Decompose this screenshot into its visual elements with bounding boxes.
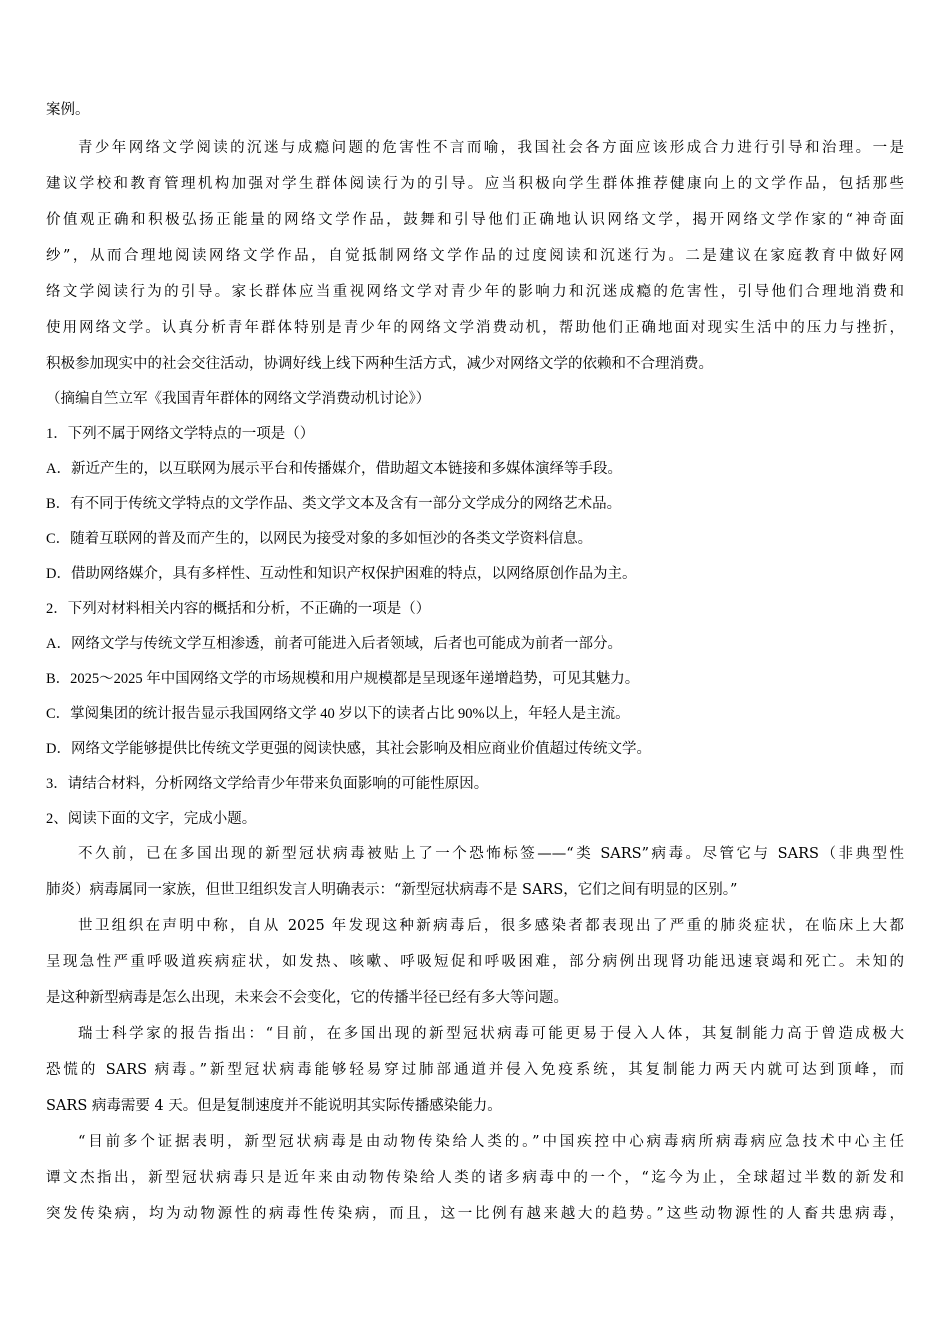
- question-1: [46, 422, 904, 586]
- question-stem: 2．下列对材料相关内容的概括和分析，不正确的一项是（）: [46, 601, 431, 617]
- option-a: A．网络文学与传统文学互相渗透，前者可能进入后者领域，后者也可能成为前者一部分。: [46, 636, 622, 652]
- passage-line: 谭文杰指出，新型冠状病毒只是近年来由动物传染给人类的诸多病毒中的一个，“迄今为止，全球超过半数的新发和: [46, 1170, 904, 1186]
- passage-line: 不久前，已在多国出现的新型冠状病毒被贴上了一个恐怖标签——“类 SARS”病毒。尽管它与 SARS（非典型性: [78, 846, 904, 862]
- passage-line: 呈现急性严重呼吸道疾病症状，如发热、咳嗽、呼吸短促和呼吸困难，部分病例出现肾功能迅速衰竭和死亡。未知的: [46, 954, 904, 970]
- passage-line: 恐慌的 SARS 病毒。”新型冠状病毒能够轻易穿过肺部通道并侵入免疫系统，其复制能力两天内就可达到顶峰，而: [46, 1062, 904, 1078]
- question-3: [46, 772, 904, 796]
- passage-line: 是这种新型病毒是怎么出现，未来会不会变化，它的传播半径已经有多大等问题。: [46, 990, 568, 1006]
- passage-line: 瑞士科学家的报告指出：“目前，在多国出现的新型冠状病毒可能更易于侵入人体，其复制能力高于曾造成极大: [78, 1026, 904, 1042]
- option-d: D．网络文学能够提供比传统文学更强的阅读快感，其社会影响及相应商业价值超过传统文学。: [46, 741, 651, 757]
- passage-paragraph: [46, 1130, 904, 1226]
- essay-line: 积极参加现实中的社会交往活动，协调好线上线下两种生活方式，减少对网络文学的依赖和不合理消费。: [46, 356, 713, 372]
- essay-line: 青少年网络文学阅读的沉迷与成瘾问题的危害性不言而喻，我国社会各方面应该形成合力进行引导和治理。一是: [78, 140, 904, 156]
- question-stem: 3．请结合材料，分析网络文学给青少年带来负面影响的可能性原因。: [46, 776, 489, 792]
- question-2: [46, 597, 904, 761]
- document-page: [46, 98, 904, 1226]
- intro-tail: 案例。: [46, 102, 90, 118]
- question-stem: 1．下列不属于网络文学特点的一项是（）: [46, 426, 315, 442]
- essay-line: 价值观正确和积极弘扬正能量的网络文学作品，鼓舞和引导他们正确地认识网络文学，揭开网络文学作家的“神奇面: [46, 212, 904, 228]
- passage-line: 世卫组织在声明中称，自从 2025 年发现这种新病毒后，很多感染者都表现出了严重的肺炎症状，在临床上大都: [78, 918, 904, 934]
- option-a: A．新近产生的，以互联网为展示平台和传播媒介，借助超文本链接和多媒体演绎等手段。: [46, 461, 622, 477]
- passage-line: 肺炎）病毒属同一家族，但世卫组织发言人明确表示：“新型冠状病毒不是 SARS，它们之间有明显的区别。”: [46, 882, 738, 898]
- option-c: C．随着互联网的普及而产生的，以网民为接受对象的多如恒沙的各类文学资料信息。: [46, 531, 593, 547]
- passage-paragraph: [46, 842, 904, 902]
- essay-source: （摘编自竺立军《我国青年群体的网络文学消费动机讨论》）: [46, 391, 431, 407]
- passage-paragraph: [46, 914, 904, 1010]
- option-b: B．2025～2025 年中国网络文学的市场规模和用户规模都是呈现逐年递增趋势，可见其魅力。: [46, 671, 640, 687]
- essay-line: 使用网络文学。认真分析青年群体特别是青少年的网络文学消费动机，帮助他们正确地面对现实生活中的压力与挫折，: [46, 320, 904, 336]
- essay-line: 纱”，从而合理地阅读网络文学作品，自觉抵制网络文学作品的过度阅读和沉迷行为。二是建议在家庭教育中做好网: [46, 248, 904, 264]
- essay-paragraph: [46, 136, 904, 376]
- passage-line: 突发传染病，均为动物源性的病毒性传染病，而且，这一比例有越来越大的趋势。”这些动物源性的人畜共患病毒，: [46, 1206, 904, 1222]
- passage-line: SARS 病毒需要 4 天。但是复制速度并不能说明其实际传播感染能力。: [46, 1098, 502, 1114]
- option-d: D．借助网络媒介，具有多样性、互动性和知识产权保护困难的特点，以网络原创作品为主。: [46, 566, 637, 582]
- essay-line: 络文学阅读行为的引导。家长群体应当重视网络文学对青少年的影响力和沉迷成瘾的危害性，引导他们合理地消费和: [46, 284, 904, 300]
- section-heading: 2、阅读下面的文字，完成小题。: [46, 811, 257, 827]
- passage-paragraph: [46, 1022, 904, 1118]
- essay-line: 建议学校和教育管理机构加强对学生群体阅读行为的引导。应当积极向学生群体推荐健康向上的文学作品，包括那些: [46, 176, 904, 192]
- option-b: B．有不同于传统文学特点的文学作品、类文学文本及含有一部分文学成分的网络艺术品。: [46, 496, 622, 512]
- option-c: C．掌阅集团的统计报告显示我国网络文学 40 岁以下的读者占比 90%以上，年轻人是主流。: [46, 706, 630, 722]
- passage-line: “目前多个证据表明，新型冠状病毒是由动物传染给人类的。”中国疾控中心病毒病所病毒病应急技术中心主任: [78, 1134, 904, 1150]
